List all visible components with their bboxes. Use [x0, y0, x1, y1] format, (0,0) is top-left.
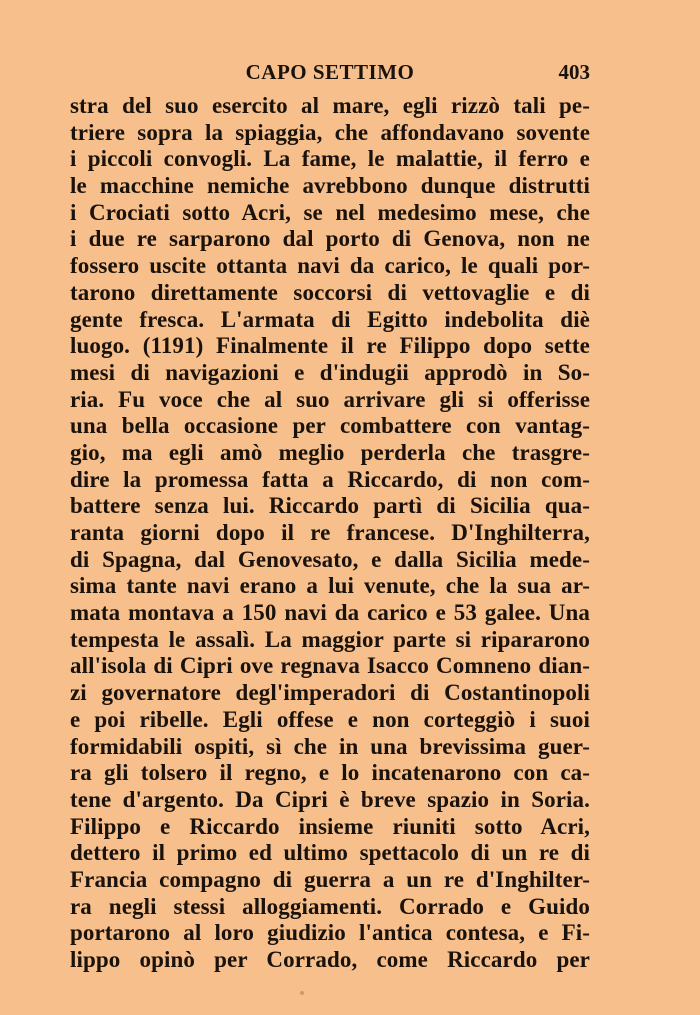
- text-line: ria. Fu voce che al suo arrivare gli si offerisse: [70, 386, 590, 412]
- page-number: 403: [558, 60, 590, 84]
- text-line: mesi di navigazioni e d'indugii approdò in So-: [70, 359, 590, 385]
- text-line: sima tante navi erano a lui venute, che la sua ar-: [70, 573, 590, 599]
- text-line: dire la promessa fatta a Riccardo, di non com-: [70, 466, 590, 492]
- text-line: una bella occasione per combattere con vantag-: [70, 413, 590, 439]
- text-line: portarono al loro giudizio l'antica contesa, e Fi-: [70, 920, 590, 946]
- text-line: gente fresca. L'armata di Egitto indebolita diè: [70, 306, 590, 332]
- text-line: dettero il primo ed ultimo spettacolo di un re di: [70, 840, 590, 866]
- text-line: lippo opinò per Corrado, come Riccardo per: [70, 947, 590, 972]
- running-title: CAPO SETTIMO: [245, 60, 415, 84]
- text-line: tempesta le assalì. La maggior parte si ripararono: [70, 626, 590, 652]
- text-line: i piccoli convogli. La fame, le malattie, il ferro e: [70, 146, 590, 172]
- text-line: battere senza lui. Riccardo partì di Sicilia qua-: [70, 493, 590, 519]
- text-line: fossero uscite ottanta navi da carico, le quali por-: [70, 253, 590, 279]
- text-line: gio, ma egli amò meglio perderla che trasgre-: [70, 439, 590, 465]
- text-line: le macchine nemiche avrebbono dunque distrutti: [70, 173, 590, 199]
- text-line: triere sopra la spiaggia, che affondavano sovente: [70, 119, 590, 145]
- text-line: ra negli stessi alloggiamenti. Corrado e Guido: [70, 893, 590, 919]
- text-line: stra del suo esercito al mare, egli rizzò tali pe-: [70, 93, 590, 118]
- text-line: formidabili ospiti, sì che in una brevissima guer-: [70, 733, 590, 759]
- page-header: [70, 58, 590, 88]
- text-line: mata montava a 150 navi da carico e 53 galee. Una: [70, 600, 590, 626]
- text-line: tene d'argento. Da Cipri è breve spazio in Soria.: [70, 786, 590, 812]
- page-speck: [300, 991, 304, 995]
- text-line: tarono direttamente soccorsi di vettovaglie e di: [70, 279, 590, 305]
- text-line: i due re sarparono dal porto di Genova, non ne: [70, 226, 590, 252]
- text-line: zi governatore degl'imperadori di Costantinopoli: [70, 680, 590, 706]
- body-text: [70, 93, 590, 974]
- text-line: luogo. (1191) Finalmente il re Filippo dopo sette: [70, 333, 590, 359]
- text-line: all'isola di Cipri ove regnava Isacco Comneno dian-: [70, 653, 590, 679]
- text-line: Francia compagno di guerra a un re d'Inghilter-: [70, 866, 590, 892]
- text-line: di Spagna, dal Genovesato, e dalla Sicilia mede-: [70, 546, 590, 572]
- text-line: Filippo e Riccardo insieme riuniti sotto Acri,: [70, 813, 590, 839]
- text-line: i Crociati sotto Acri, se nel medesimo mese, che: [70, 199, 590, 225]
- text-line: ranta giorni dopo il re francese. D'Inghilterra,: [70, 520, 590, 545]
- text-line: ra gli tolsero il regno, e lo incatenarono con ca-: [70, 760, 590, 786]
- text-line: e poi ribelle. Egli offese e non corteggiò i suoi: [70, 706, 590, 732]
